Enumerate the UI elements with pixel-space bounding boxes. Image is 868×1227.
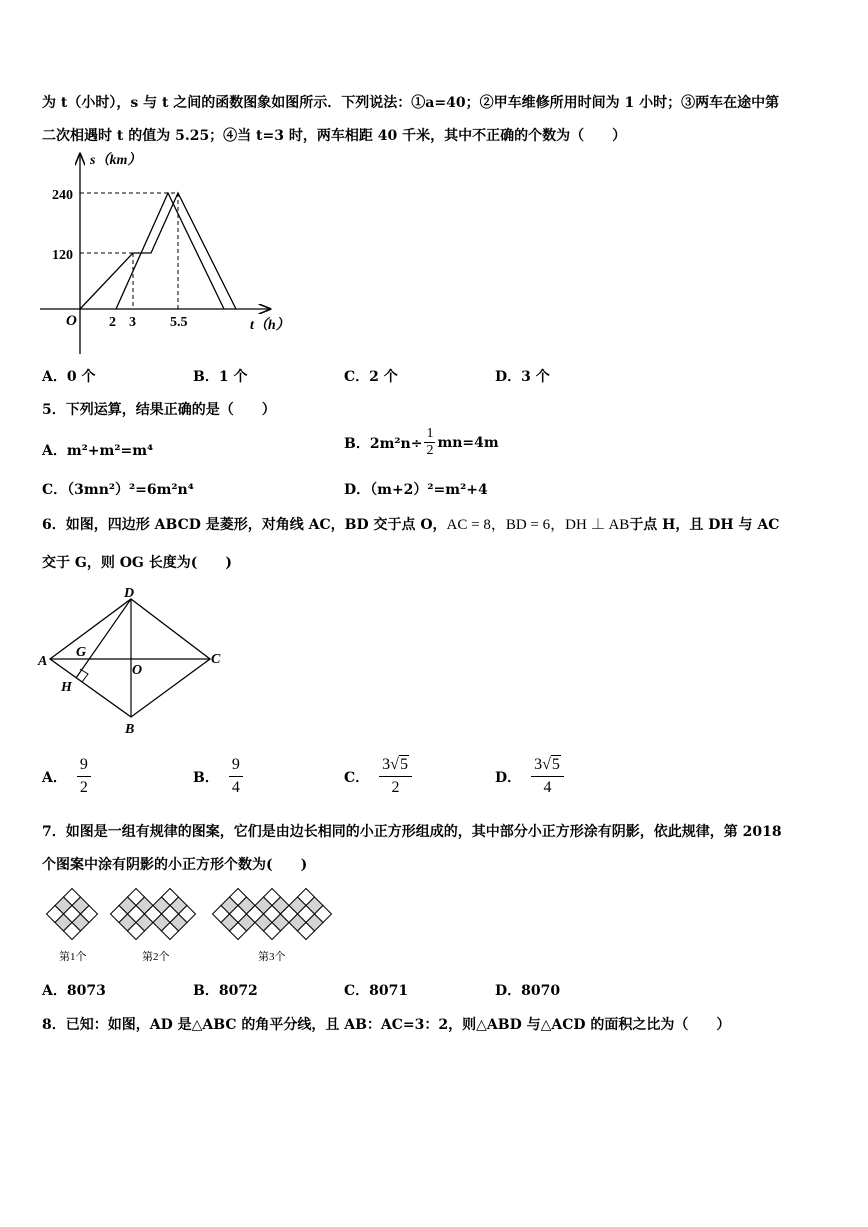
q6-option-c-fraction bbox=[379, 756, 412, 797]
q6-stem-line1 bbox=[42, 513, 779, 534]
q7-pattern-figures bbox=[40, 884, 340, 946]
x-tick-2: 2 bbox=[109, 315, 116, 330]
q5-option-b[interactable] bbox=[344, 426, 499, 459]
q6-option-c-letter: C． bbox=[344, 769, 370, 786]
label-h: H bbox=[61, 680, 72, 695]
x-axis-label: t（h） bbox=[250, 318, 290, 333]
label-o: O bbox=[132, 663, 143, 678]
q7-caption-3: 第3个 bbox=[258, 951, 286, 963]
label-a: A bbox=[38, 654, 48, 669]
q6-option-a[interactable] bbox=[42, 756, 91, 797]
q6-option-c-radicand: 5 bbox=[399, 756, 408, 773]
q7-option-d[interactable]: D．8070 bbox=[495, 983, 561, 999]
q6-option-d-fraction bbox=[531, 756, 564, 797]
x-tick-3: 3 bbox=[129, 315, 136, 330]
y-tick-120: 120 bbox=[52, 248, 73, 263]
q6-option-a-fraction bbox=[77, 756, 91, 797]
q6-option-b-fraction bbox=[229, 756, 243, 797]
segment-dh bbox=[76, 599, 131, 678]
q5-option-b-suffix: mn=4m bbox=[437, 434, 499, 451]
q4-option-b[interactable]: B．1 个 bbox=[193, 369, 248, 385]
q4-stem-line1: 为 t（小时），s 与 t 之间的函数图象如图所示．下列说法：①a=40；②甲车维修所用时间为 1 小时；③两车在途中第 bbox=[42, 95, 780, 111]
q4-option-a[interactable]: A．0 个 bbox=[42, 369, 96, 385]
q6-stem-math: AC = 8，BD = 6，DH ⊥ AB bbox=[446, 517, 630, 533]
rhombus-abcd bbox=[50, 599, 210, 717]
q4-function-graph bbox=[38, 148, 308, 358]
q6-option-d-numerator bbox=[531, 756, 564, 777]
x-tick-5-5: 5.5 bbox=[170, 315, 188, 330]
sqrt-symbol: √5 bbox=[390, 756, 408, 773]
q7-caption-1: 第1个 bbox=[59, 951, 87, 963]
q7-caption-2: 第2个 bbox=[142, 951, 170, 963]
q6-stem-text-a: 6．如图，四边形 ABCD 是菱形，对角线 AC，BD 交于点 O， bbox=[42, 517, 447, 533]
q6-option-b-numerator: 9 bbox=[229, 756, 243, 777]
q6-option-c-coef: 3 bbox=[382, 756, 391, 773]
q4-option-d[interactable]: D．3 个 bbox=[495, 369, 550, 385]
q7-stem-line1: 7．如图是一组有规律的图案，它们是由边长相同的小正方形组成的，其中部分小正方形涂有阴影，依此规律，第 2018 bbox=[42, 824, 782, 840]
q6-option-c-numerator bbox=[379, 756, 412, 777]
q5-option-a[interactable]: A．m²+m²=m⁴ bbox=[42, 443, 154, 459]
q6-option-a-numerator: 9 bbox=[77, 756, 91, 777]
q7-option-a[interactable]: A．8073 bbox=[42, 983, 106, 999]
q5-option-b-denominator: 2 bbox=[426, 443, 434, 458]
q6-option-c[interactable] bbox=[344, 756, 412, 797]
q8-stem: 8．已知：如图，AD 是△ABC 的角平分线，且 AB：AC=3：2，则△ABD 与△ACD 的面积之比为（ ） bbox=[42, 1017, 731, 1033]
q7-option-c[interactable]: C．8071 bbox=[344, 983, 409, 999]
q6-option-d-letter: D． bbox=[495, 769, 522, 786]
q4-stem-line2: 二次相遇时 t 的值为 5.25；④当 t=3 时，两车相距 40 千米，其中不正确的个数为（ ） bbox=[42, 128, 627, 144]
q6-option-d[interactable] bbox=[495, 756, 564, 797]
q6-option-b-letter: B． bbox=[193, 769, 219, 786]
q6-option-b-denominator: 4 bbox=[231, 779, 240, 796]
label-c: C bbox=[211, 652, 221, 667]
y-tick-240: 240 bbox=[52, 188, 73, 203]
q5-option-b-numerator: 1 bbox=[426, 426, 434, 441]
q5-option-b-prefix: B．2m²n÷ bbox=[344, 435, 423, 452]
q7-stem-line2: 个图案中涂有阴影的小正方形个数为( ) bbox=[42, 857, 308, 873]
q6-option-d-coef: 3 bbox=[534, 756, 543, 773]
q6-option-d-radicand: 5 bbox=[551, 756, 560, 773]
q6-option-a-letter: A． bbox=[42, 769, 67, 786]
q6-option-d-denominator: 4 bbox=[543, 779, 552, 796]
q5-option-c[interactable]: C．（3mn²）²=6m²n⁴ bbox=[42, 482, 194, 498]
q5-stem: 5．下列运算，结果正确的是（ ） bbox=[42, 402, 276, 418]
q6-stem-text-c: 于点 H，且 DH 与 AC bbox=[629, 517, 780, 533]
q7-option-b[interactable]: B．8072 bbox=[193, 983, 258, 999]
origin-label: O bbox=[66, 313, 77, 329]
q4-option-c[interactable]: C．2 个 bbox=[344, 369, 398, 385]
q6-rhombus-figure bbox=[36, 584, 236, 740]
q6-option-c-denominator: 2 bbox=[391, 779, 400, 796]
y-axis-label: s（km） bbox=[90, 153, 142, 168]
q6-option-b[interactable] bbox=[193, 756, 243, 797]
label-g: G bbox=[76, 645, 87, 660]
q5-option-b-fraction bbox=[424, 426, 435, 459]
q6-stem-line2: 交于 G，则 OG 长度为( ) bbox=[42, 555, 232, 571]
car-a-line bbox=[80, 193, 236, 309]
q6-option-a-denominator: 2 bbox=[79, 779, 88, 796]
label-d: D bbox=[124, 586, 135, 601]
label-b: B bbox=[125, 722, 135, 737]
q5-option-d[interactable]: D．（m+2）²=m²+4 bbox=[344, 482, 488, 498]
sqrt-symbol: √5 bbox=[542, 756, 560, 773]
